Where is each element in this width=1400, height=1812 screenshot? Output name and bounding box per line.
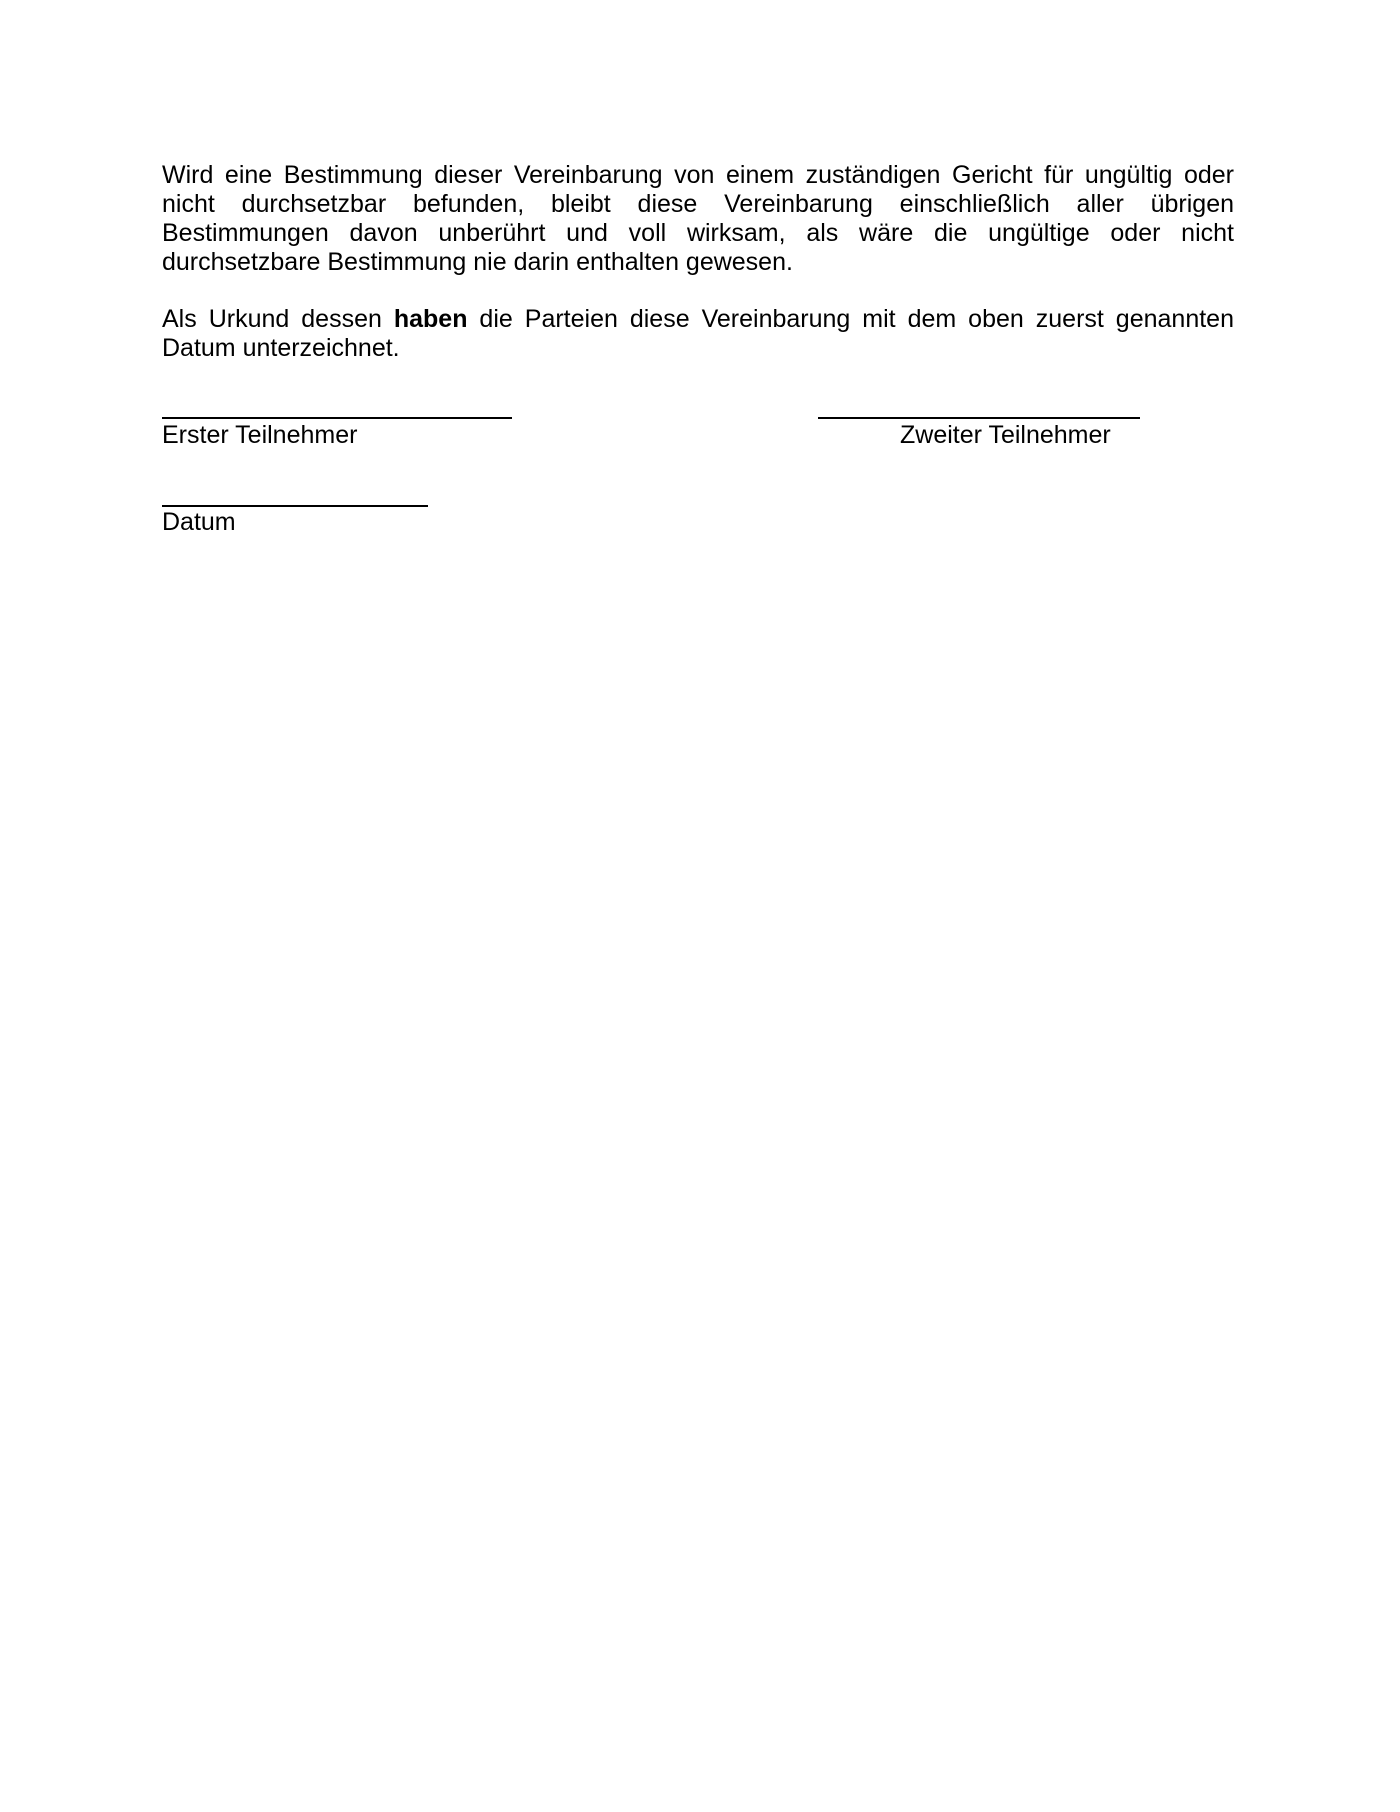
first-signature-line [162,417,512,419]
date-signature-line [162,505,428,507]
first-signature-label: Erster Teilnehmer [162,421,358,449]
witness-text-before: Als Urkund dessen [162,305,394,333]
severability-paragraph: Wird eine Bestimmung dieser Vereinbarung von einem zuständigen Gericht für ungültig oder nicht durchsetzbar befunden, bleibt diese Vereinbarung einschließlich aller übrigen Bestimmungen davon unberührt und voll wirksam, als wäre die ungültige oder nicht durchsetzbare Bestimmung nie darin enthalten gewesen. [162,161,1234,276]
witness-text-after: die Parteien diese Vereinbarung mit dem oben zuerst genannten Datum unterzeichnet. [162,305,1234,362]
second-signature-line [818,417,1140,419]
witness-paragraph [162,305,1234,363]
witness-text-bold: haben [393,305,468,333]
second-signature-label: Zweiter Teilnehmer [900,421,1111,449]
date-label: Datum [162,508,236,536]
